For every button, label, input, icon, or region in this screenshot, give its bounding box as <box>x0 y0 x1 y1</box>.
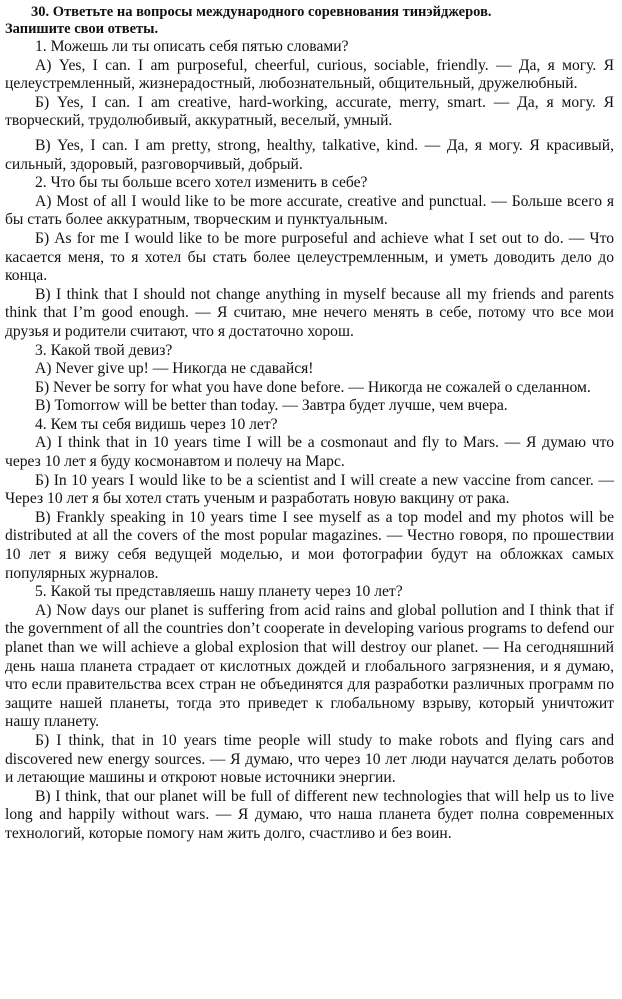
exercise-subtitle: Запишите свои ответы. <box>5 21 159 37</box>
question-1: 1. Можешь ли ты описать себя пятью словами? <box>35 38 349 55</box>
answer-2b: Б) As for me I would like to be more purposeful and achieve what I set out to do. — Что касается меня, то я хотел бы стать более целеустремленным, и уметь доводить дело до конца. <box>5 229 614 285</box>
question-3: 3. Какой твой девиз? <box>35 341 173 359</box>
exercise-heading <box>5 4 614 38</box>
question-4: 4. Кем ты себя видишь через 10 лет? <box>35 415 278 433</box>
answer-3c: В) Tomorrow will be better than today. — Завтра будет лучше, чем вчера. <box>35 397 508 415</box>
answer-5c: В) I think, that our planet will be full of different new technologies that will help us to live long and happily without wars. — Я думаю, что наша планета будет полна современных технологий, которые помогу нам жить долго, счастливо и без воин. <box>5 787 614 842</box>
exercise-title: 30. Ответьте на вопросы международного соревнования тинэйджеров. <box>31 4 492 20</box>
answer-3a: А) Never give up! — Никогда не сдавайся! <box>35 360 314 378</box>
answer-4b: Б) In 10 years I would like to be a scientist and I will create a new vaccine from cancer. — Через 10 лет я бы хотел стать ученым и разработать новую вакцину от рака. <box>5 471 614 508</box>
question-2: 2. Что бы ты больше всего хотел изменить в себе? <box>35 174 368 192</box>
answer-4c: В) Frankly speaking in 10 years time I see myself as a top model and my photos will be distributed at all the covers of the most popular magazines. — Честно говоря, по прошествии 10 лет я вижу себя ведущей моделью, и мои фотографии будут на обложках самых популярных журналов. <box>5 508 614 582</box>
answer-5b: Б) I think, that in 10 years time people will study to make robots and flying cars and discovered new energy sources. — Я думаю, что через 10 лет люди научатся делать роботов и летающие машины и откроют новые источники энергии. <box>5 731 614 787</box>
answer-1b: Б) Yes, I can. I am creative, hard-working, accurate, merry, smart. — Да, я могу. Я творческий, трудолюбивый, аккуратный, веселый, умный. <box>5 93 614 130</box>
answer-1a: А) Yes, I can. I am purposeful, cheerful, curious, sociable, friendly. — Да, я могу. Я целеустремленный, жизнерадостный, любознательный, общительный, дружелюбный. <box>5 56 614 93</box>
answer-2c: В) I think that I should not change anything in myself because all my friends and parents think that I’m good enough. — Я считаю, мне нечего менять в себе, потому что все мои друзья и родители считают, что я достаточно хорош. <box>5 285 614 340</box>
answer-3b: Б) Never be sorry for what you have done before. — Никогда не сожалей о сделанном. <box>35 378 591 396</box>
answer-1c: В) Yes, I can. I am pretty, strong, healthy, talkative, kind. — Да, я могу. Я красивый, сильный, здоровый, разговорчивый, добрый. <box>5 136 614 173</box>
answer-2a: А) Most of all I would like to be more accurate, creative and punctual. — Больше всего я бы стать более аккуратным, творческим и пунктуальным. <box>5 192 614 229</box>
question-5: 5. Какой ты представляешь нашу планету через 10 лет? <box>35 583 403 601</box>
answer-4a: А) I think that in 10 years time I will be a cosmonaut and fly to Mars. — Я думаю что через 10 лет я буду космонавтом и полечу на Марс. <box>5 434 614 471</box>
answer-5a: А) Now days our planet is suffering from acid rains and global pollution and I think that if the government of all the countries don’t cooperate in developing various programs to defend our planet than we will achieve a global explosion that will destroy our planet. — На сегодняшний день наша планета страдает от кислотных дождей и глобального загрязнения, и я думаю, что если правительства всех стран не объединятся для разработки различных программ по защите нашей планеты, тогда это приведет к глобальному взрыву, который уничтожит нашу планету. <box>5 601 614 731</box>
exercise-content <box>5 38 614 844</box>
